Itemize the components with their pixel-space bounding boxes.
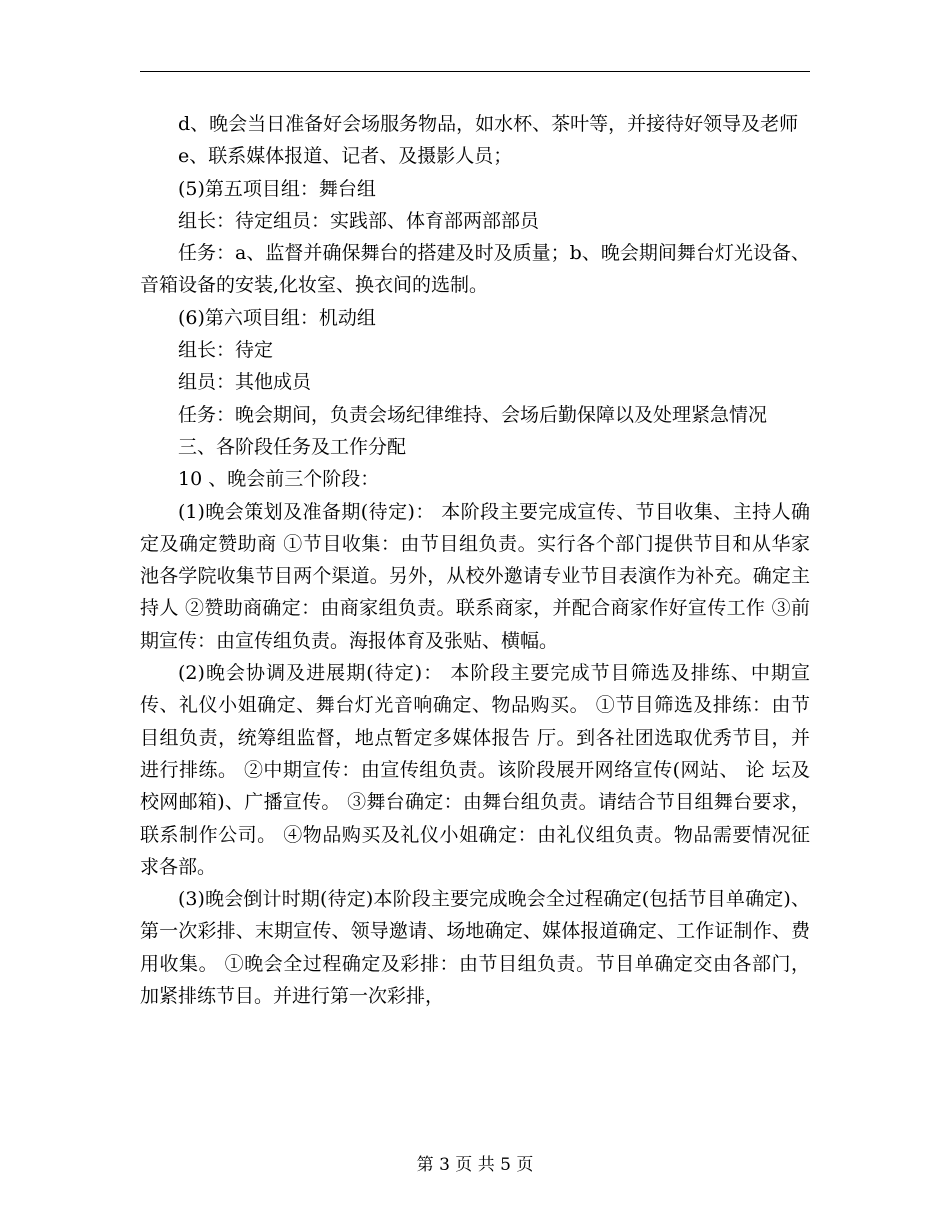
paragraph-pre-show-phases: 10 、晚会前三个阶段： bbox=[178, 468, 380, 491]
paragraph-group-6-title: (6)第六项目组：机动组 bbox=[178, 306, 376, 329]
paragraph-media-contact: e、联系媒体报道、记者、及摄影人员； bbox=[178, 145, 513, 168]
paragraph-phase-3: (3)晚会倒计时期(待定)本阶段主要完成晚会全过程确定(包括节目单确定)、第一次彩排、末期宣传、领导邀请、场地确定、媒体报道确定、工作证制作、费用收集。 ①晚会全过程确定及彩排：由节目组负责。节目单确定交由各部门，加紧排练节目。并进行第一次彩排， bbox=[140, 888, 810, 1008]
paragraph-group-5-tasks: 任务：a、监督并确保舞台的搭建及时及质量；b、晚会期间舞台灯光设备、音箱设备的安装,化妆室、换衣间的选制。 bbox=[140, 242, 810, 297]
header-rule bbox=[140, 71, 810, 72]
document-body bbox=[140, 108, 810, 1012]
paragraph-service-items: d、晚会当日准备好会场服务物品，如水杯、茶叶等，并接待好领导及老师 bbox=[178, 113, 799, 135]
paragraph-group-5-members: 组长：待定组员：实践部、体育部两部部员 bbox=[178, 209, 540, 232]
paragraph-group-6-members: 组员：其他成员 bbox=[178, 371, 312, 394]
section-heading-phases: 三、各阶段任务及工作分配 bbox=[178, 435, 407, 458]
paragraph-group-6-leader: 组长：待定 bbox=[178, 339, 274, 362]
paragraph-phase-1: (1)晚会策划及准备期(待定)： 本阶段主要完成宣传、节目收集、主持人确定及确定赞助商 ①节目收集：由节目组负责。实行各个部门提供节目和从华家池各学院收集节目两个渠道。另外，从校外邀请专业节目表演作为补充。确定主持人 ②赞助商确定：由商家组负责。联系商家，并配合商家作好宣传工作 ③前期宣传：由宣传组负责。海报体育及张贴、横幅。 bbox=[140, 500, 810, 652]
paragraph-group-5-title: (5)第五项目组：舞台组 bbox=[178, 177, 376, 200]
paragraph-group-6-tasks: 任务：晚会期间，负责会场纪律维持、会场后勤保障以及处理紧急情况 bbox=[178, 403, 768, 426]
paragraph-phase-2: (2)晚会协调及进展期(待定)： 本阶段主要完成节目筛选及排练、中期宣传、礼仪小姐确定、舞台灯光音响确定、物品购买。 ①节目筛选及排练：由节目组负责，统筹组监督，地点暂定多媒体报告 厅。到各社团选取优秀节目，并进行排练。 ②中期宣传：由宣传组负责。该阶段展开网络宣传(网站、 论 坛及校网邮箱)、广播宣传。 ③舞台确定：由舞台组负责。请结合节目组舞台要求，联系制作公司。 ④物品购买及礼仪小姐确定：由礼仪组负责。物品需要情况征求各部。 bbox=[140, 662, 810, 878]
page-number-footer: 第 3 页 共 5 页 bbox=[416, 1155, 534, 1175]
